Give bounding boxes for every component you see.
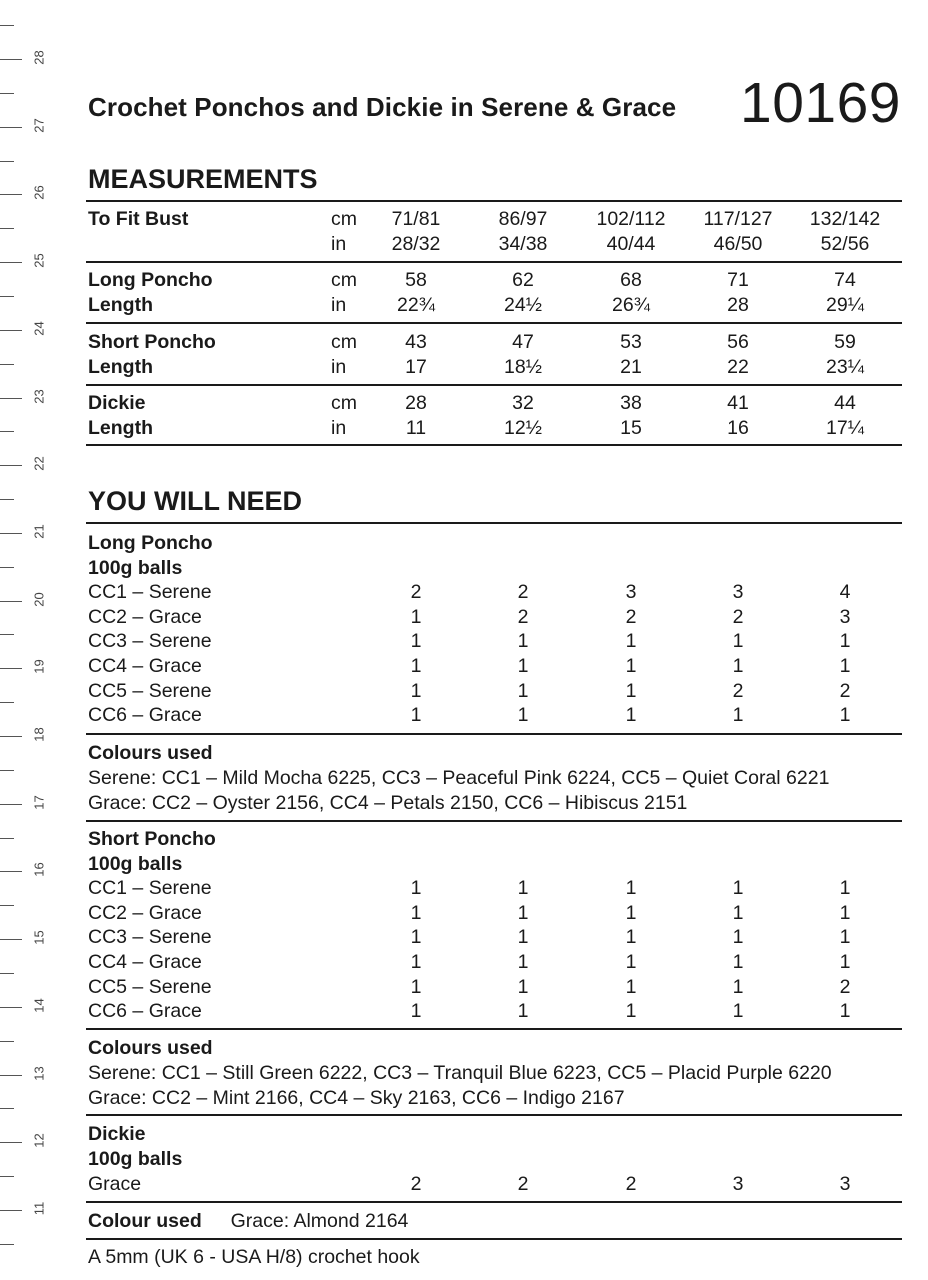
dickie-title: Dickie (88, 1123, 146, 1145)
ruler-minor-tick (0, 1041, 14, 1042)
ruler-number: 23 (31, 388, 47, 404)
yarn-row: CC6 – Grace 1 1 1 1 1 (88, 704, 851, 726)
divider (86, 322, 902, 324)
ruler-number: 16 (31, 862, 47, 878)
ruler-number: 14 (31, 998, 47, 1013)
yarn-row: CC6 – Grace 1 1 1 1 1 (88, 1000, 851, 1022)
ruler-major-tick (0, 1210, 22, 1211)
hook-requirement: A 5mm (UK 6 - USA H/8) crochet hook (88, 1246, 420, 1268)
yarn-row: CC5 – Serene 1 1 1 1 2 (88, 976, 851, 998)
ruler-minor-tick (0, 228, 14, 229)
measurement-row: in 28/32 34/38 40/44 46/50 52/56 (331, 233, 870, 255)
ruler-major-tick (0, 59, 22, 60)
ruler-minor-tick (0, 567, 14, 568)
you-will-need-heading: YOU WILL NEED (88, 486, 303, 516)
ruler-major-tick (0, 533, 22, 534)
ruler-major-tick (0, 1142, 22, 1143)
ruler-major-tick (0, 398, 22, 399)
yarn-row: CC4 – Grace 1 1 1 1 1 (88, 951, 851, 973)
colour-used-heading: Colour used (88, 1210, 202, 1232)
ruler-major-tick (0, 127, 22, 128)
ruler-minor-tick (0, 431, 14, 432)
divider (86, 1028, 902, 1030)
colour-used-value: Grace: Almond 2164 (230, 1210, 409, 1232)
ruler-minor-tick (0, 25, 14, 26)
ruler-minor-tick (0, 499, 14, 500)
divider (86, 1201, 902, 1203)
ruler-minor-tick (0, 1176, 14, 1177)
divider (86, 444, 902, 446)
colours-used-heading: Colours used (88, 1037, 213, 1059)
yarn-row: CC5 – Serene 1 1 1 2 2 (88, 680, 851, 702)
colours-line: Serene: CC1 – Mild Mocha 6225, CC3 – Peaceful Pink 6224, CC5 – Quiet Coral 6221 (88, 767, 830, 789)
pattern-number: 10169 (740, 71, 902, 135)
ruler-minor-tick (0, 973, 14, 974)
ruler-number: 12 (31, 1133, 47, 1148)
ruler-minor-tick (0, 296, 14, 297)
colour-used-line (88, 1209, 408, 1234)
ruler-major-tick (0, 804, 22, 805)
yarn-row: CC4 – Grace 1 1 1 1 1 (88, 655, 851, 677)
colours-line: Grace: CC2 – Mint 2166, CC4 – Sky 2163, CC6 – Indigo 2167 (88, 1087, 625, 1109)
colours-line: Grace: CC2 – Oyster 2156, CC4 – Petals 2150, CC6 – Hibiscus 2151 (88, 792, 688, 814)
short-poncho-subtitle: 100g balls (88, 853, 183, 875)
ruler-major-tick (0, 465, 22, 466)
ruler-major-tick (0, 330, 22, 331)
ruler-number: 19 (31, 659, 47, 675)
ruler-minor-tick (0, 702, 14, 703)
measurement-row: Short Poncho cm 43 47 53 56 59 (88, 331, 856, 353)
measurement-row: Length in 22¾ 24½ 26¾ 28 29¼ (88, 294, 864, 316)
yarn-row: CC2 – Grace 1 2 2 2 3 (88, 606, 851, 628)
short-poncho-title: Short Poncho (88, 828, 216, 850)
divider (86, 522, 902, 524)
ruler-minor-tick (0, 905, 14, 906)
measurement-row: Length in 17 18½ 21 22 23¼ (88, 356, 864, 378)
ruler-number: 11 (31, 1201, 47, 1216)
ruler-major-tick (0, 736, 22, 737)
ruler-minor-tick (0, 1244, 14, 1245)
ruler-minor-tick (0, 161, 14, 162)
long-poncho-subtitle: 100g balls (88, 557, 183, 579)
long-poncho-title: Long Poncho (88, 532, 213, 554)
ruler-number: 20 (31, 591, 47, 607)
ruler-minor-tick (0, 838, 14, 839)
ruler-minor-tick (0, 93, 14, 94)
measurement-row: Dickie cm 28 32 38 41 44 (88, 392, 856, 414)
divider (86, 1114, 902, 1116)
measuring-ruler (0, 0, 60, 1280)
ruler-number: 21 (31, 524, 47, 539)
ruler-number: 17 (31, 794, 47, 810)
ruler-major-tick (0, 1007, 22, 1008)
divider (86, 200, 902, 202)
yarn-row: CC1 – Serene 2 2 3 3 4 (88, 581, 851, 603)
ruler-major-tick (0, 668, 22, 669)
ruler-number: 25 (31, 253, 47, 268)
ruler-number: 18 (31, 727, 47, 742)
ruler-number: 27 (31, 117, 47, 133)
divider (86, 384, 902, 386)
pattern-title: Crochet Ponchos and Dickie in Serene & Grace (88, 92, 677, 122)
yarn-row: CC1 – Serene 1 1 1 1 1 (88, 877, 851, 899)
measurement-row: To Fit Bust cm 71/81 86/97 102/112 117/127 132/142 (88, 208, 881, 230)
ruler-minor-tick (0, 770, 14, 771)
ruler-major-tick (0, 1075, 22, 1076)
divider (86, 733, 902, 735)
ruler-number: 15 (31, 930, 47, 945)
colours-line: Serene: CC1 – Still Green 6222, CC3 – Tranquil Blue 6223, CC5 – Placid Purple 6220 (88, 1062, 832, 1084)
measurement-row: Long Poncho cm 58 62 68 71 74 (88, 269, 856, 291)
colours-used-heading: Colours used (88, 742, 213, 764)
ruler-major-tick (0, 262, 22, 263)
yarn-row: CC2 – Grace 1 1 1 1 1 (88, 902, 851, 924)
yarn-row: CC3 – Serene 1 1 1 1 1 (88, 630, 851, 652)
ruler-major-tick (0, 939, 22, 940)
ruler-minor-tick (0, 634, 14, 635)
divider (86, 261, 902, 263)
ruler-major-tick (0, 601, 22, 602)
measurement-row: Length in 11 12½ 15 16 17¼ (88, 417, 864, 439)
divider (86, 820, 902, 822)
ruler-major-tick (0, 194, 22, 195)
ruler-number: 26 (31, 185, 47, 201)
divider (86, 1238, 902, 1240)
ruler-major-tick (0, 871, 22, 872)
ruler-number: 13 (31, 1065, 47, 1081)
ruler-number: 28 (31, 50, 47, 65)
ruler-number: 24 (31, 321, 47, 336)
yarn-row: CC3 – Serene 1 1 1 1 1 (88, 926, 851, 948)
ruler-minor-tick (0, 364, 14, 365)
ruler-number: 22 (31, 456, 47, 471)
dickie-subtitle: 100g balls (88, 1148, 183, 1170)
ruler-minor-tick (0, 1108, 14, 1109)
yarn-row: Grace 2 2 2 3 3 (88, 1173, 851, 1195)
measurements-heading: MEASUREMENTS (88, 164, 318, 194)
